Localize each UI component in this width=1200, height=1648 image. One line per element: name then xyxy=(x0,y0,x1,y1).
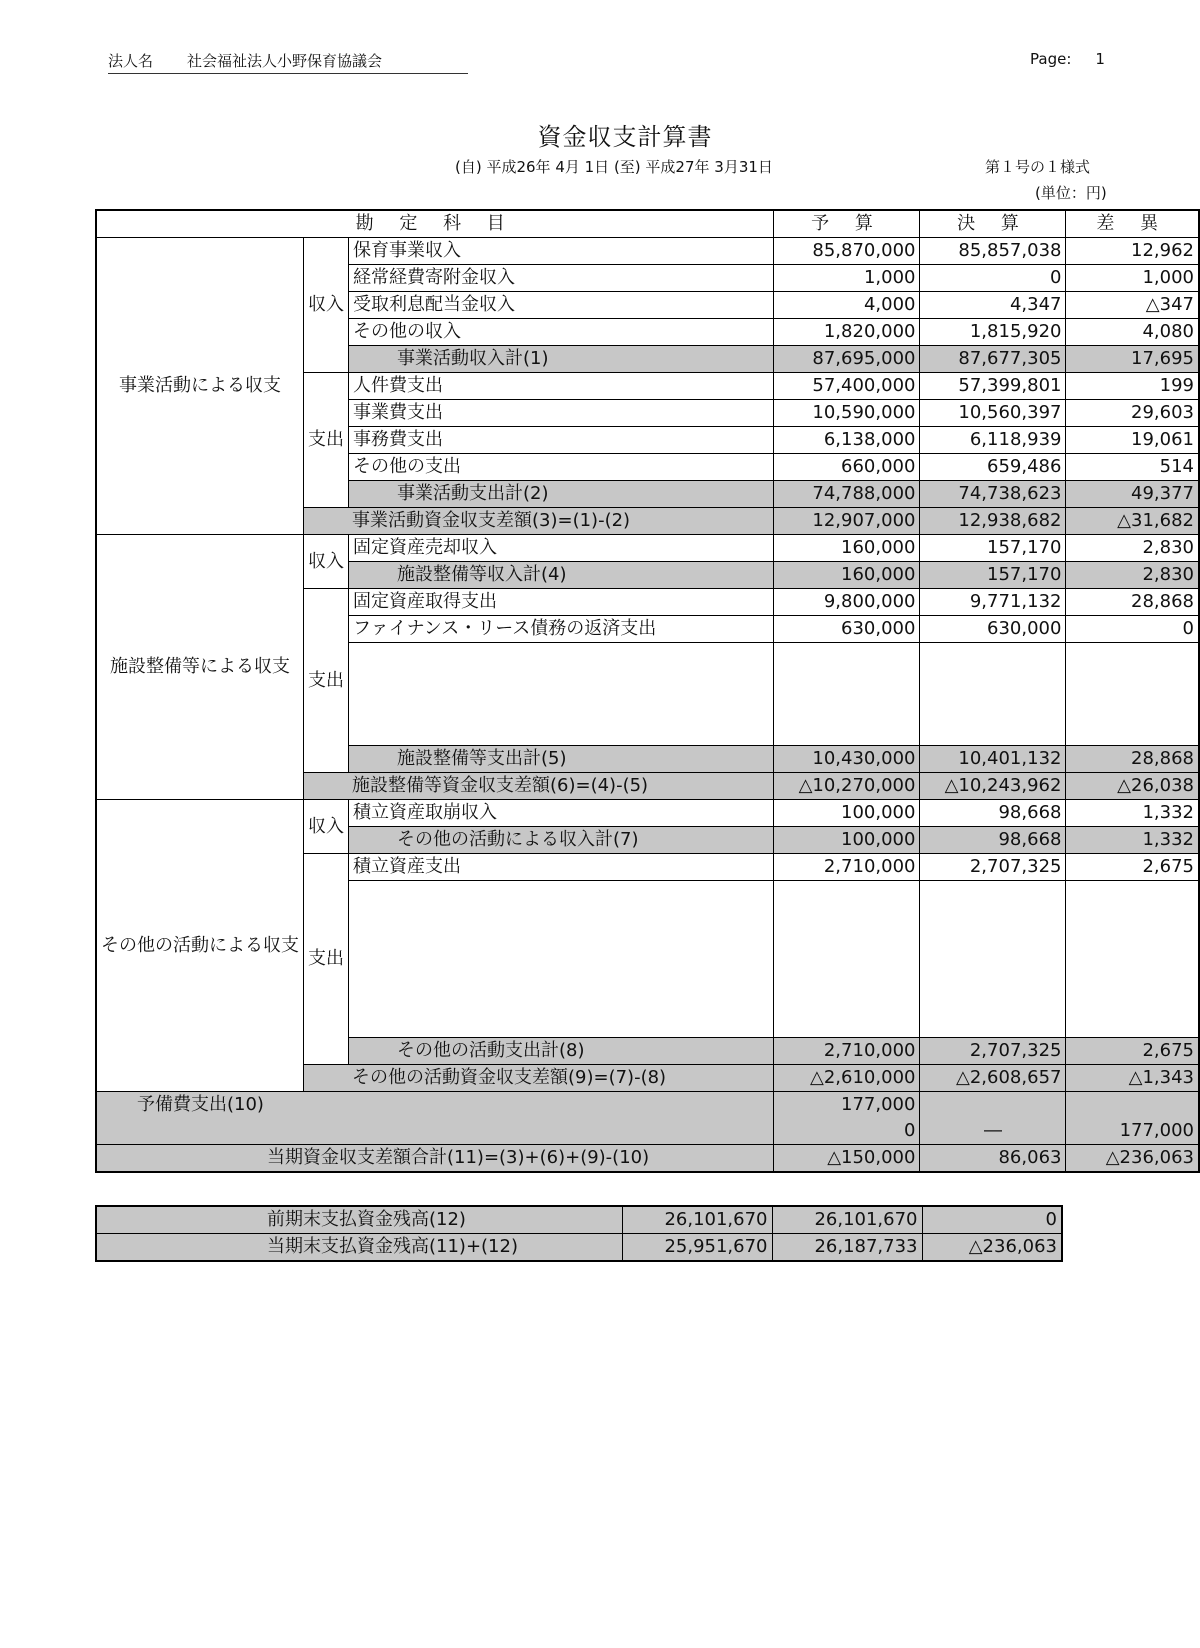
row-label: 前期末支払資金残高(12) xyxy=(96,1206,622,1234)
row-budget: 100,000 xyxy=(774,800,920,827)
subsection-income-label: 収入 xyxy=(304,535,349,589)
page-indicator xyxy=(1030,50,1105,68)
row-diff: 17,695 xyxy=(1066,346,1199,373)
row-diff: 4,080 xyxy=(1066,319,1199,346)
blank-cell xyxy=(774,881,920,1038)
row-diff: 0 xyxy=(1066,616,1199,643)
row-diff: 0 xyxy=(922,1206,1062,1234)
row-budget: 660,000 xyxy=(774,454,920,481)
row-actual: 630,000 xyxy=(920,616,1066,643)
row-budget: 1,820,000 xyxy=(774,319,920,346)
row-actual: 10,401,132 xyxy=(920,746,1066,773)
row-budget: 160,000 xyxy=(774,535,920,562)
section-facility-label: 施設整備等による収支 xyxy=(96,535,304,800)
row-budget: 630,000 xyxy=(774,616,920,643)
row-diff: △347 xyxy=(1066,292,1199,319)
row-label: 保育事業収入 xyxy=(349,238,774,265)
row-diff: 49,377 xyxy=(1066,481,1199,508)
row-actual: 6,118,939 xyxy=(920,427,1066,454)
row-diff: 199 xyxy=(1066,373,1199,400)
row-actual: 85,857,038 xyxy=(920,238,1066,265)
page-label: Page: xyxy=(1030,50,1072,68)
row-diff: 28,868 xyxy=(1066,746,1199,773)
row-budget: 9,800,000 xyxy=(774,589,920,616)
row-diff: 514 xyxy=(1066,454,1199,481)
fiscal-period: (自) 平成26年 4月 1日 (至) 平成27年 3月31日 xyxy=(455,158,773,176)
subsection-expense-label: 支出 xyxy=(304,373,349,508)
row-actual: 659,486 xyxy=(920,454,1066,481)
row-diff: 2,675 xyxy=(1066,854,1199,881)
row-diff: 2,830 xyxy=(1066,562,1199,589)
row-budget xyxy=(774,1092,920,1145)
row-actual: 157,170 xyxy=(920,535,1066,562)
row-actual: 10,560,397 xyxy=(920,400,1066,427)
unit-label: (単位：円) xyxy=(1035,184,1107,202)
row-diff: △31,682 xyxy=(1066,508,1199,535)
blank-cell xyxy=(349,643,774,746)
section-business-label: 事業活動による収支 xyxy=(96,238,304,535)
corp-name: 社会福祉法人小野保育協議会 xyxy=(187,52,383,70)
row-budget: 10,590,000 xyxy=(774,400,920,427)
corp-label: 法人名 xyxy=(108,52,154,70)
page-number: 1 xyxy=(1095,50,1105,68)
row-budget: 6,138,000 xyxy=(774,427,920,454)
fund-balance-table xyxy=(95,1205,1063,1262)
row-actual: 98,668 xyxy=(920,827,1066,854)
subsection-income-label: 収入 xyxy=(304,800,349,854)
row-actual: 4,347 xyxy=(920,292,1066,319)
subsection-expense-label: 支出 xyxy=(304,854,349,1065)
row-label: その他の収入 xyxy=(349,319,774,346)
row-actual: 2,707,325 xyxy=(920,1038,1066,1065)
col-header-diff: 差 異 xyxy=(1066,210,1199,238)
reserve-budget-a: 177,000 xyxy=(841,1094,916,1115)
row-label: 事業活動収入計(1) xyxy=(349,346,774,373)
row-budget: △2,610,000 xyxy=(774,1065,920,1092)
row-label: その他の活動による収入計(7) xyxy=(349,827,774,854)
row-label: 積立資産取崩収入 xyxy=(349,800,774,827)
row-diff: 177,000 xyxy=(1066,1092,1199,1145)
subsection-income-label: 収入 xyxy=(304,238,349,373)
row-actual: 157,170 xyxy=(920,562,1066,589)
row-budget: 85,870,000 xyxy=(774,238,920,265)
col-header-budget: 予 算 xyxy=(774,210,920,238)
row-budget: 57,400,000 xyxy=(774,373,920,400)
cash-flow-table xyxy=(95,209,1200,1173)
row-actual: 26,101,670 xyxy=(772,1206,922,1234)
total-row xyxy=(96,1145,1199,1173)
row-label: 施設整備等資金収支差額(6)=(4)-(5) xyxy=(304,773,774,800)
table-row xyxy=(96,238,1199,265)
reserve-row xyxy=(96,1092,1199,1145)
row-actual: 26,187,733 xyxy=(772,1234,922,1262)
balance-row xyxy=(96,1234,1062,1262)
row-budget: 25,951,670 xyxy=(622,1234,772,1262)
blank-cell xyxy=(774,643,920,746)
row-budget: △150,000 xyxy=(774,1145,920,1173)
row-budget: 87,695,000 xyxy=(774,346,920,373)
table-header-row xyxy=(96,210,1199,238)
row-label: 当期資金収支差額合計(11)=(3)+(6)+(9)-(10) xyxy=(96,1145,774,1173)
table-row xyxy=(96,800,1199,827)
blank-cell xyxy=(349,881,774,1038)
row-budget: 160,000 xyxy=(774,562,920,589)
row-label: 固定資産売却収入 xyxy=(349,535,774,562)
row-label: 積立資産支出 xyxy=(349,854,774,881)
corporation-header xyxy=(108,50,468,74)
row-diff: 19,061 xyxy=(1066,427,1199,454)
blank-cell xyxy=(920,881,1066,1038)
row-label: ファイナンス・リース債務の返済支出 xyxy=(349,616,774,643)
row-budget: 100,000 xyxy=(774,827,920,854)
row-actual: 0 xyxy=(920,265,1066,292)
col-header-actual: 決 算 xyxy=(920,210,1066,238)
row-budget: △10,270,000 xyxy=(774,773,920,800)
row-budget: 26,101,670 xyxy=(622,1206,772,1234)
row-diff: △236,063 xyxy=(922,1234,1062,1262)
row-actual: 57,399,801 xyxy=(920,373,1066,400)
form-number: 第１号の１様式 xyxy=(985,158,1091,176)
row-diff: △236,063 xyxy=(1066,1145,1199,1173)
row-label: 事業活動支出計(2) xyxy=(349,481,774,508)
row-actual: 74,738,623 xyxy=(920,481,1066,508)
row-label: 固定資産取得支出 xyxy=(349,589,774,616)
row-actual: 86,063 xyxy=(920,1145,1066,1173)
row-diff: 1,332 xyxy=(1066,800,1199,827)
blank-cell xyxy=(1066,643,1199,746)
row-label: 事業活動資金収支差額(3)=(1)-(2) xyxy=(304,508,774,535)
row-label: その他の活動資金収支差額(9)=(7)-(8) xyxy=(304,1065,774,1092)
row-diff: 28,868 xyxy=(1066,589,1199,616)
row-label: 経常経費寄附金収入 xyxy=(349,265,774,292)
row-budget: 2,710,000 xyxy=(774,1038,920,1065)
row-budget: 74,788,000 xyxy=(774,481,920,508)
row-label: 事業費支出 xyxy=(349,400,774,427)
row-diff: △26,038 xyxy=(1066,773,1199,800)
col-header-account: 勘 定 科 目 xyxy=(96,210,774,238)
row-actual: 98,668 xyxy=(920,800,1066,827)
section-other-label: その他の活動による収支 xyxy=(96,800,304,1092)
row-diff: 1,000 xyxy=(1066,265,1199,292)
row-label: 事務費支出 xyxy=(349,427,774,454)
row-diff: 12,962 xyxy=(1066,238,1199,265)
row-actual: 12,938,682 xyxy=(920,508,1066,535)
row-budget: 12,907,000 xyxy=(774,508,920,535)
row-actual: △2,608,657 xyxy=(920,1065,1066,1092)
row-diff: 2,675 xyxy=(1066,1038,1199,1065)
row-label: 受取利息配当金収入 xyxy=(349,292,774,319)
row-actual: ― xyxy=(920,1092,1066,1145)
row-actual: 2,707,325 xyxy=(920,854,1066,881)
subsection-expense-label: 支出 xyxy=(304,589,349,773)
row-diff: 2,830 xyxy=(1066,535,1199,562)
row-budget: 10,430,000 xyxy=(774,746,920,773)
balance-row xyxy=(96,1206,1062,1234)
document-title: 資金収支計算書 xyxy=(537,123,713,151)
row-diff: △1,343 xyxy=(1066,1065,1199,1092)
row-label: 施設整備等支出計(5) xyxy=(349,746,774,773)
row-actual: △10,243,962 xyxy=(920,773,1066,800)
row-label: 人件費支出 xyxy=(349,373,774,400)
blank-cell xyxy=(920,643,1066,746)
row-label: 当期末支払資金残高(11)+(12) xyxy=(96,1234,622,1262)
reserve-budget-b: 0 xyxy=(904,1120,916,1141)
blank-cell xyxy=(1066,881,1199,1038)
row-actual: 87,677,305 xyxy=(920,346,1066,373)
row-actual: 9,771,132 xyxy=(920,589,1066,616)
row-label: 予備費支出(10) xyxy=(96,1092,774,1145)
row-budget: 4,000 xyxy=(774,292,920,319)
row-label: 施設整備等収入計(4) xyxy=(349,562,774,589)
row-diff: 1,332 xyxy=(1066,827,1199,854)
row-label: その他の活動支出計(8) xyxy=(349,1038,774,1065)
row-diff: 29,603 xyxy=(1066,400,1199,427)
row-budget: 2,710,000 xyxy=(774,854,920,881)
table-row xyxy=(96,535,1199,562)
row-actual: 1,815,920 xyxy=(920,319,1066,346)
row-budget: 1,000 xyxy=(774,265,920,292)
row-label: その他の支出 xyxy=(349,454,774,481)
